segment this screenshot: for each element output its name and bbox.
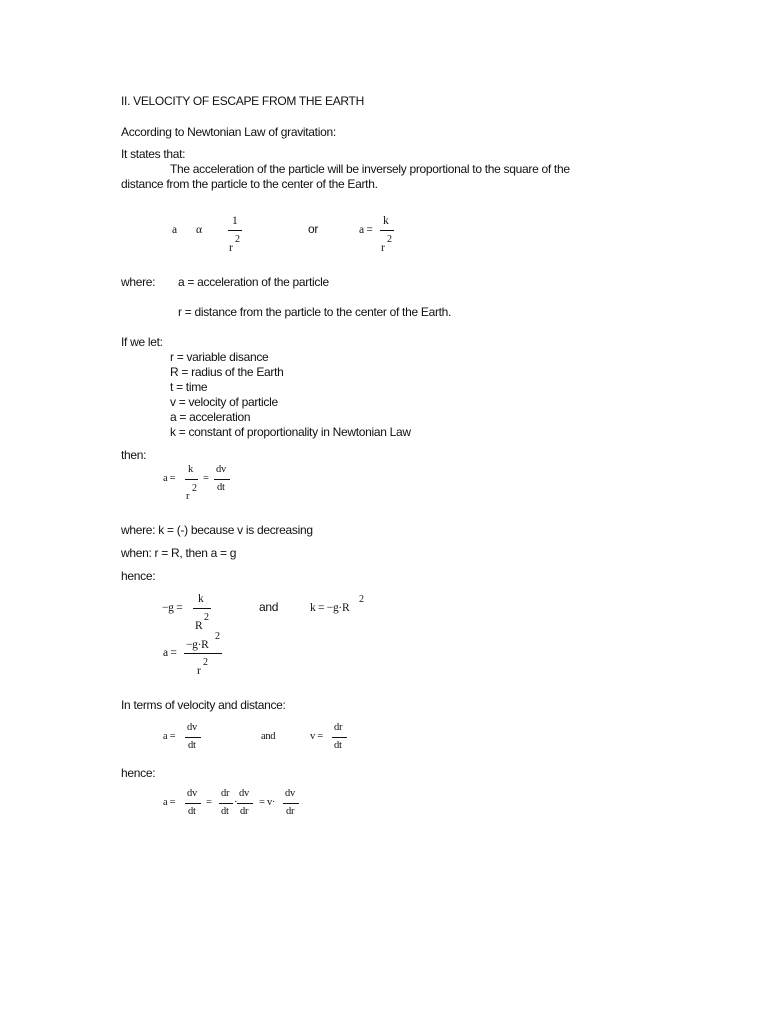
eq6-frac4-numerator: dv xyxy=(285,788,295,799)
variable-item: k = constant of proportionality in Newtonian Law xyxy=(170,425,411,439)
eq2-numerator-dv: dv xyxy=(216,464,226,475)
variable-item: v = velocity of particle xyxy=(170,395,278,409)
law-line-1: The acceleration of the particle will be inversely proportional to the square of the xyxy=(170,162,570,176)
eq6-frac1-numerator: dv xyxy=(187,788,197,799)
eq3-and: and xyxy=(259,600,279,614)
eq6-frac4-bar xyxy=(283,803,299,804)
variable-item: a = acceleration xyxy=(170,410,251,424)
eq4-lhs: a = xyxy=(163,647,177,659)
eq5-fraction-bar-2 xyxy=(332,737,347,738)
eq1-a: a xyxy=(172,224,177,236)
eq4-numerator-exponent: 2 xyxy=(215,631,220,642)
eq1-fraction-bar xyxy=(228,230,242,231)
eq5-numerator-2: dr xyxy=(334,722,343,733)
eq6-equals-v: = v· xyxy=(259,797,276,808)
eq6-frac4-denominator: dr xyxy=(286,806,295,817)
section-heading: II. VELOCITY OF ESCAPE FROM THE EARTH xyxy=(121,94,364,108)
eq3-denominator: R xyxy=(195,620,203,632)
eq6-frac1-bar xyxy=(185,803,201,804)
eq4-denominator: r xyxy=(197,665,201,677)
where-a-definition: a = acceleration of the particle xyxy=(178,275,329,289)
eq4-denominator-exponent: 2 xyxy=(203,657,208,668)
eq3-numerator: k xyxy=(198,593,204,605)
eq5-fraction-bar xyxy=(185,737,201,738)
eq3-rhs-exponent: 2 xyxy=(359,594,364,605)
eq3-fraction-bar xyxy=(193,608,211,609)
eq1-alpha: α xyxy=(196,224,202,236)
eq4-numerator: −g·R xyxy=(186,639,209,651)
eq1-lhs: a = xyxy=(359,224,373,236)
eq3-exponent: 2 xyxy=(204,612,209,623)
eq5-numerator: dv xyxy=(187,722,197,733)
variable-item: r = variable disance xyxy=(170,350,269,364)
then-label: then: xyxy=(121,448,147,462)
eq5-denominator-2: dt xyxy=(334,740,342,751)
when-note: when: r = R, then a = g xyxy=(121,546,237,560)
eq6-frac3-numerator: dv xyxy=(239,788,249,799)
eq2-lhs: a = xyxy=(163,473,176,484)
where-r-definition: r = distance from the particle to the center of the Earth. xyxy=(178,305,452,319)
eq5-denominator: dt xyxy=(188,740,196,751)
law-line-2: distance from the particle to the center of the Earth. xyxy=(121,177,378,191)
eq2-fraction-bar xyxy=(185,479,198,480)
eq5-lhs-2: v = xyxy=(310,731,323,742)
eq3-rhs: k = −g·R xyxy=(310,602,350,614)
eq1-exponent: 2 xyxy=(235,234,240,245)
intro-text: According to Newtonian Law of gravitation: xyxy=(121,125,336,139)
eq2-fraction-bar-2 xyxy=(214,479,230,480)
eq6-frac2-bar xyxy=(219,803,233,804)
eq1-numerator-k: k xyxy=(383,215,389,227)
eq2-denominator: r xyxy=(186,491,190,502)
where-label: where: xyxy=(121,275,156,289)
eq6-lhs: a = xyxy=(163,797,176,808)
eq1-or: or xyxy=(308,222,319,236)
eq6-equals-1: = xyxy=(206,797,212,808)
if-we-let-label: If we let: xyxy=(121,335,163,349)
hence-label-2: hence: xyxy=(121,766,156,780)
eq1-numerator: 1 xyxy=(232,215,238,227)
eq6-frac3-denominator: dr xyxy=(240,806,249,817)
eq5-lhs: a = xyxy=(163,731,176,742)
hence-label-1: hence: xyxy=(121,569,156,583)
eq1-exponent-2: 2 xyxy=(387,234,392,245)
eq2-equals: = xyxy=(203,473,209,484)
states-label: It states that: xyxy=(121,147,186,161)
eq6-frac3-bar xyxy=(237,803,253,804)
eq5-and: and xyxy=(261,731,276,742)
terms-label: In terms of velocity and distance: xyxy=(121,698,286,712)
eq3-lhs: −g = xyxy=(162,602,183,614)
eq1-denominator-r: r xyxy=(381,242,385,254)
eq2-exponent: 2 xyxy=(192,483,197,494)
eq2-numerator: k xyxy=(188,464,193,475)
variable-item: R = radius of the Earth xyxy=(170,365,284,379)
eq6-dot: · xyxy=(234,797,238,808)
eq4-fraction-bar xyxy=(184,653,222,654)
where-k-note: where: k = (-) because v is decreasing xyxy=(121,523,313,537)
eq1-denominator: r xyxy=(229,242,233,254)
eq6-frac2-numerator: dr xyxy=(221,788,230,799)
eq2-denominator-dt: dt xyxy=(217,482,225,493)
variable-item: t = time xyxy=(170,380,208,394)
eq6-frac1-denominator: dt xyxy=(188,806,196,817)
eq1-fraction-bar-2 xyxy=(380,230,394,231)
eq6-frac2-denominator: dt xyxy=(221,806,229,817)
